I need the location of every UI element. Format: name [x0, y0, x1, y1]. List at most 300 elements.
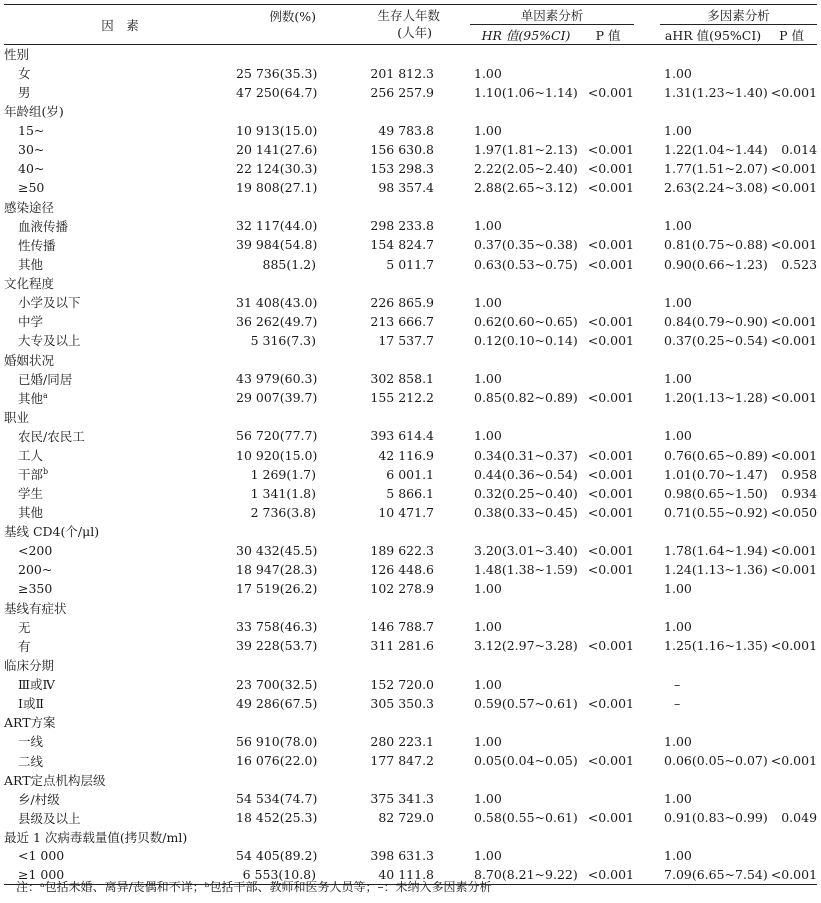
row-label: 200~ [18, 562, 53, 578]
table-row [4, 445, 817, 464]
row-p [582, 579, 634, 598]
row-p2: <0.001 [770, 313, 818, 329]
row-ahr: 1.00 [664, 733, 692, 749]
row-p2: 0.523 [781, 256, 818, 272]
spacer-cell [448, 178, 470, 197]
group-label: ART方案 [4, 715, 56, 731]
spacer-cell [448, 140, 470, 159]
row-p2: <0.001 [770, 542, 818, 558]
group-label: 性别 [4, 47, 30, 63]
row-cases: 885(1.2) [262, 256, 316, 272]
table-row [4, 426, 817, 445]
row-cases: 30 432(45.5) [236, 542, 318, 558]
row-hr: 1.00 [474, 294, 502, 310]
row-p2: 0.049 [781, 810, 818, 826]
row-person-years: 177 847.2 [370, 753, 434, 769]
spacer-cell [634, 159, 660, 178]
row-p: <0.001 [587, 256, 635, 272]
row-cases: 22 124(30.3) [236, 161, 318, 177]
row-cases: 1 341(1.8) [250, 485, 316, 501]
row-ahr: 0.91(0.83~0.99) [664, 810, 768, 826]
row-ahr: 1.31(1.23~1.40) [664, 84, 768, 100]
row-person-years: 102 278.9 [370, 581, 434, 597]
row-hr: 1.00 [474, 371, 502, 387]
row-p2: <0.001 [770, 332, 818, 348]
row-cases: 18 947(28.3) [236, 562, 318, 578]
table-row [4, 64, 817, 83]
row-label: 中学 [18, 314, 44, 330]
row-p2: <0.001 [770, 638, 818, 654]
table-row [4, 808, 817, 827]
spacer-cell [448, 426, 470, 445]
row-hr: 0.85(0.82~0.89) [474, 390, 578, 406]
row-cases: 10 920(15.0) [236, 447, 318, 463]
row-p2 [766, 675, 817, 694]
row-p: <0.001 [587, 485, 635, 501]
table-group-row [4, 522, 817, 541]
row-label: Ⅲ或Ⅳ [18, 677, 56, 693]
table-row [4, 255, 817, 274]
row-person-years: 398 631.3 [370, 848, 434, 864]
spacer-cell [634, 178, 660, 197]
row-p2: <0.001 [770, 562, 818, 578]
spacer-cell [634, 140, 660, 159]
row-cases: 31 408(43.0) [236, 294, 318, 310]
row-ahr: 1.77(1.51~2.07) [664, 161, 768, 177]
row-hr: 1.00 [474, 122, 502, 138]
spacer-cell [634, 445, 660, 464]
spacer-cell [634, 560, 660, 579]
row-cases: 29 007(39.7) [236, 390, 318, 406]
row-hr: 1.97(1.81~2.13) [474, 142, 578, 158]
group-label: 婚姻状况 [4, 352, 55, 368]
row-ahr: – [674, 695, 681, 711]
table-row [4, 503, 817, 522]
results-table [4, 4, 817, 885]
row-person-years: 156 630.8 [370, 142, 434, 158]
row-p [582, 675, 634, 694]
table-row [4, 159, 817, 178]
row-person-years: 146 788.7 [370, 619, 434, 635]
row-ahr: 0.37(0.25~0.54) [664, 332, 768, 348]
row-p: <0.001 [587, 180, 635, 196]
header-person-years-line1: 生存人年数 [377, 8, 440, 23]
row-cases: 10 913(15.0) [236, 122, 318, 138]
row-hr: 2.88(2.65~3.12) [474, 180, 578, 196]
row-person-years: 126 448.6 [370, 562, 434, 578]
spacer-cell [634, 846, 660, 865]
spacer-cell [448, 388, 470, 407]
row-cases: 49 286(67.5) [236, 695, 318, 711]
spacer-cell [634, 331, 660, 350]
spacer-cell [448, 465, 470, 484]
row-hr: 0.12(0.10~0.14) [474, 332, 578, 348]
spacer-cell [634, 83, 660, 102]
spacer-cell [634, 121, 660, 140]
table-row [4, 579, 817, 598]
spacer-cell [448, 694, 470, 713]
row-person-years: 189 622.3 [370, 542, 434, 558]
group-label: 基线 CD4(个/μl) [4, 524, 100, 540]
row-cases: 56 910(78.0) [236, 733, 318, 749]
spacer-cell [634, 579, 660, 598]
spacer-cell [634, 312, 660, 331]
row-hr: 0.05(0.04~0.05) [474, 753, 578, 769]
row-p2: 0.014 [781, 142, 818, 158]
row-hr: 1.00 [474, 218, 502, 234]
table-group-row [4, 827, 817, 846]
row-p2 [766, 426, 817, 445]
group-label: 基线有症状 [4, 600, 67, 616]
spacer-cell [448, 64, 470, 83]
row-ahr: 0.06(0.05~0.07) [664, 753, 768, 769]
spacer-cell [634, 694, 660, 713]
row-cases: 43 979(60.3) [236, 371, 318, 387]
row-label: <1 000 [18, 848, 65, 864]
row-hr: 0.63(0.53~0.75) [474, 256, 578, 272]
row-cases: 32 117(44.0) [236, 218, 318, 234]
table-group-row [4, 197, 817, 216]
table-row [4, 541, 817, 560]
row-p2: 0.934 [781, 485, 818, 501]
spacer-cell [634, 255, 660, 274]
row-p: <0.001 [587, 466, 635, 482]
row-person-years: 375 341.3 [370, 791, 434, 807]
row-hr: 0.32(0.25~0.40) [474, 485, 578, 501]
row-cases: 5 316(7.3) [250, 332, 316, 348]
header-hr: HR 值(95%CI) [481, 27, 571, 43]
spacer-cell [448, 83, 470, 102]
row-label: ≥1 000 [18, 867, 65, 883]
row-p2 [766, 846, 817, 865]
spacer-cell [448, 636, 470, 655]
spacer-cell [448, 159, 470, 178]
row-label: Ⅰ或Ⅱ [18, 696, 44, 712]
row-label: ≥50 [18, 180, 45, 196]
header-person-years-line2: (人年) [397, 25, 432, 40]
spacer-cell [448, 751, 470, 770]
table-group-row [4, 102, 817, 121]
row-ahr: 0.84(0.79~0.90) [664, 313, 768, 329]
row-p [582, 64, 634, 83]
table-row [4, 83, 817, 102]
row-cases: 25 736(35.3) [236, 65, 318, 81]
row-hr: 1.00 [474, 428, 502, 444]
row-person-years: 298 233.8 [370, 218, 434, 234]
table-row [4, 216, 817, 235]
row-cases: 33 758(46.3) [236, 619, 318, 635]
row-ahr: 2.63(2.24~3.08) [664, 180, 768, 196]
spacer-cell [634, 465, 660, 484]
row-label: 乡/村级 [18, 791, 60, 807]
row-p: <0.001 [587, 237, 635, 253]
table-row [4, 178, 817, 197]
spacer-cell [634, 369, 660, 388]
table-row [4, 121, 817, 140]
spacer-cell [634, 617, 660, 636]
row-cases: 17 519(26.2) [236, 581, 318, 597]
row-label: 其他 [18, 505, 44, 521]
spacer-cell [448, 445, 470, 464]
row-ahr: 0.90(0.66~1.23) [664, 256, 768, 272]
spacer-cell [448, 789, 470, 808]
row-p2 [766, 694, 817, 713]
row-p2 [766, 369, 817, 388]
row-p2 [766, 64, 817, 83]
spacer-cell [448, 121, 470, 140]
row-hr: 2.22(2.05~2.40) [474, 161, 578, 177]
row-p2: <0.001 [770, 390, 818, 406]
row-ahr: – [674, 676, 681, 692]
row-label-text: 其他 [18, 390, 44, 406]
table-row [4, 312, 817, 331]
row-label: 性传播 [18, 237, 56, 253]
row-cases: 54 405(89.2) [236, 848, 318, 864]
row-ahr: 0.98(0.65~1.50) [664, 485, 768, 501]
spacer-cell [448, 216, 470, 235]
row-p2 [766, 121, 817, 140]
row-p: <0.001 [587, 542, 635, 558]
footnote-marker: a [43, 390, 48, 400]
row-p2 [766, 732, 817, 751]
row-p2 [766, 789, 817, 808]
row-label: 小学及以下 [18, 295, 81, 311]
row-label: 男 [18, 85, 31, 101]
spacer-cell [634, 866, 660, 885]
row-hr: 0.37(0.35~0.38) [474, 237, 578, 253]
row-p [582, 293, 634, 312]
row-hr: 1.00 [474, 581, 502, 597]
row-person-years: 17 537.7 [378, 332, 434, 348]
row-p2: 0.958 [781, 466, 818, 482]
row-p2: <0.001 [770, 180, 818, 196]
spacer-cell [634, 541, 660, 560]
row-person-years: 42 116.9 [378, 447, 434, 463]
row-label: 二线 [18, 753, 44, 769]
spacer-cell [634, 426, 660, 445]
row-person-years: 49 783.8 [378, 122, 434, 138]
row-p [582, 216, 634, 235]
row-cases: 23 700(32.5) [236, 676, 318, 692]
spacer-cell [634, 636, 660, 655]
row-label: 其他 [18, 257, 44, 273]
row-label: 大专及以上 [18, 333, 81, 349]
row-label: 工人 [18, 448, 44, 464]
table-row [4, 388, 817, 407]
row-p: <0.001 [587, 313, 635, 329]
row-ahr: 1.25(1.16~1.35) [664, 638, 768, 654]
row-hr: 1.00 [474, 848, 502, 864]
row-label: 血液传播 [18, 218, 69, 234]
table-row [4, 560, 817, 579]
table-group-row [4, 407, 817, 426]
row-label: 学生 [18, 486, 44, 502]
row-person-years: 305 350.3 [370, 695, 434, 711]
table-row [4, 465, 817, 484]
row-p [582, 369, 634, 388]
row-label: ≥350 [18, 581, 53, 597]
row-hr: 0.59(0.57~0.61) [474, 695, 578, 711]
row-label: 30~ [18, 142, 45, 158]
row-ahr: 1.01(0.70~1.47) [664, 466, 768, 482]
row-p2 [766, 216, 817, 235]
header-multivariate: 多因素分析 [660, 5, 817, 25]
spacer-cell [448, 560, 470, 579]
table-row [4, 484, 817, 503]
header-p: P 值 [595, 27, 621, 43]
spacer-cell [634, 235, 660, 254]
row-ahr: 7.09(6.65~7.54) [664, 867, 768, 883]
row-hr: 1.00 [474, 65, 502, 81]
group-label: 文化程度 [4, 276, 55, 292]
row-hr: 1.00 [474, 791, 502, 807]
row-hr: 0.44(0.36~0.54) [474, 466, 578, 482]
row-person-years: 153 298.3 [370, 161, 434, 177]
row-p: <0.001 [587, 867, 635, 883]
table-row [4, 732, 817, 751]
row-p [582, 789, 634, 808]
spacer-cell [634, 503, 660, 522]
table-row [4, 751, 817, 770]
row-person-years: 393 614.4 [370, 428, 434, 444]
row-p2: <0.001 [770, 447, 818, 463]
footnote-marker: b [43, 466, 49, 476]
table-body [4, 45, 817, 885]
row-person-years: 6 001.1 [386, 466, 434, 482]
row-hr: 3.12(2.97~3.28) [474, 638, 578, 654]
table-group-row [4, 656, 817, 675]
row-p: <0.001 [587, 447, 635, 463]
row-label [4, 465, 236, 484]
row-cases: 1 269(1.7) [250, 466, 316, 482]
row-p: <0.001 [587, 142, 635, 158]
row-cases: 39 984(54.8) [236, 237, 318, 253]
spacer-cell [448, 369, 470, 388]
row-cases: 54 534(74.7) [236, 791, 318, 807]
spacer-cell [448, 503, 470, 522]
row-cases: 56 720(77.7) [236, 428, 318, 444]
row-ahr: 1.20(1.13~1.28) [664, 390, 768, 406]
spacer-cell [634, 216, 660, 235]
group-label: 感染途径 [4, 199, 55, 215]
group-label: 最近 1 次病毒载量值(拷贝数/ml) [4, 829, 188, 845]
row-p2: <0.001 [770, 161, 818, 177]
group-label: 临床分期 [4, 658, 55, 674]
table-row [4, 694, 817, 713]
row-p: <0.001 [587, 390, 635, 406]
row-p: <0.001 [587, 562, 635, 578]
row-person-years: 5 011.7 [386, 256, 434, 272]
header-univariate: 单因素分析 [470, 5, 634, 25]
spacer-cell [448, 617, 470, 636]
row-person-years: 98 357.4 [378, 180, 434, 196]
spacer-cell [448, 675, 470, 694]
row-ahr: 1.00 [664, 122, 692, 138]
row-cases: 47 250(64.7) [236, 84, 318, 100]
header-p2: P 值 [779, 27, 804, 43]
row-person-years: 280 223.1 [370, 733, 434, 749]
row-p2: <0.001 [770, 84, 818, 100]
row-ahr: 1.24(1.13~1.36) [664, 562, 768, 578]
row-label: <200 [18, 542, 53, 558]
row-ahr: 1.78(1.64~1.94) [664, 542, 768, 558]
row-p: <0.001 [587, 810, 635, 826]
row-ahr: 0.71(0.55~0.92) [664, 504, 768, 520]
row-label: 40~ [18, 161, 45, 177]
row-ahr: 0.81(0.75~0.88) [664, 237, 768, 253]
row-person-years: 302 858.1 [370, 371, 434, 387]
row-person-years: 256 257.9 [370, 84, 434, 100]
spacer-cell [634, 293, 660, 312]
row-hr: 1.10(1.06~1.14) [474, 84, 578, 100]
row-p: <0.001 [587, 161, 635, 177]
row-cases: 39 228(53.7) [236, 638, 318, 654]
row-hr: 1.48(1.38~1.59) [474, 562, 578, 578]
row-label: 一线 [18, 734, 44, 750]
row-ahr: 1.22(1.04~1.44) [664, 142, 768, 158]
row-cases: 2 736(3.8) [250, 504, 316, 520]
row-person-years: 5 866.1 [386, 485, 434, 501]
row-p2: <0.001 [770, 867, 818, 883]
row-person-years: 10 471.7 [378, 504, 434, 520]
row-hr: 0.34(0.31~0.37) [474, 447, 578, 463]
spacer-cell [634, 64, 660, 83]
table-group-row [4, 770, 817, 789]
group-label: ART定点机构层级 [4, 772, 106, 788]
spacer-cell [634, 675, 660, 694]
row-ahr: 0.76(0.65~0.89) [664, 447, 768, 463]
row-cases: 16 076(22.0) [236, 753, 318, 769]
row-hr: 3.20(3.01~3.40) [474, 542, 578, 558]
table-row [4, 331, 817, 350]
row-cases: 36 262(49.7) [236, 313, 318, 329]
row-p [582, 121, 634, 140]
table-row [4, 789, 817, 808]
row-label: 无 [18, 619, 31, 635]
row-p: <0.001 [587, 332, 635, 348]
group-label: 职业 [4, 409, 30, 425]
spacer-cell [448, 331, 470, 350]
row-p: <0.001 [587, 753, 635, 769]
spacer-cell [634, 484, 660, 503]
spacer-cell [634, 789, 660, 808]
row-cases: 19 808(27.1) [236, 180, 318, 196]
table-row [4, 369, 817, 388]
row-person-years: 201 812.3 [370, 65, 434, 81]
row-cases: 20 141(27.6) [236, 142, 318, 158]
spacer-cell [634, 732, 660, 751]
spacer-cell [448, 846, 470, 865]
row-p [582, 846, 634, 865]
row-label-text: 干部 [18, 467, 44, 483]
row-person-years: 154 824.7 [370, 237, 434, 253]
table-group-row [4, 45, 817, 64]
header-cases: 例数(%) [269, 9, 316, 24]
row-person-years: 82 729.0 [378, 810, 434, 826]
spacer-cell [448, 255, 470, 274]
row-person-years: 155 212.2 [370, 390, 434, 406]
spacer-cell [448, 293, 470, 312]
row-ahr: 1.00 [664, 294, 692, 310]
spacer-cell [634, 388, 660, 407]
table-row [4, 617, 817, 636]
row-hr: 1.00 [474, 619, 502, 635]
table-group-row [4, 713, 817, 732]
row-ahr: 1.00 [664, 581, 692, 597]
group-label: 年龄组(岁) [4, 104, 64, 120]
row-p [582, 426, 634, 445]
row-p2: <0.001 [770, 237, 818, 253]
